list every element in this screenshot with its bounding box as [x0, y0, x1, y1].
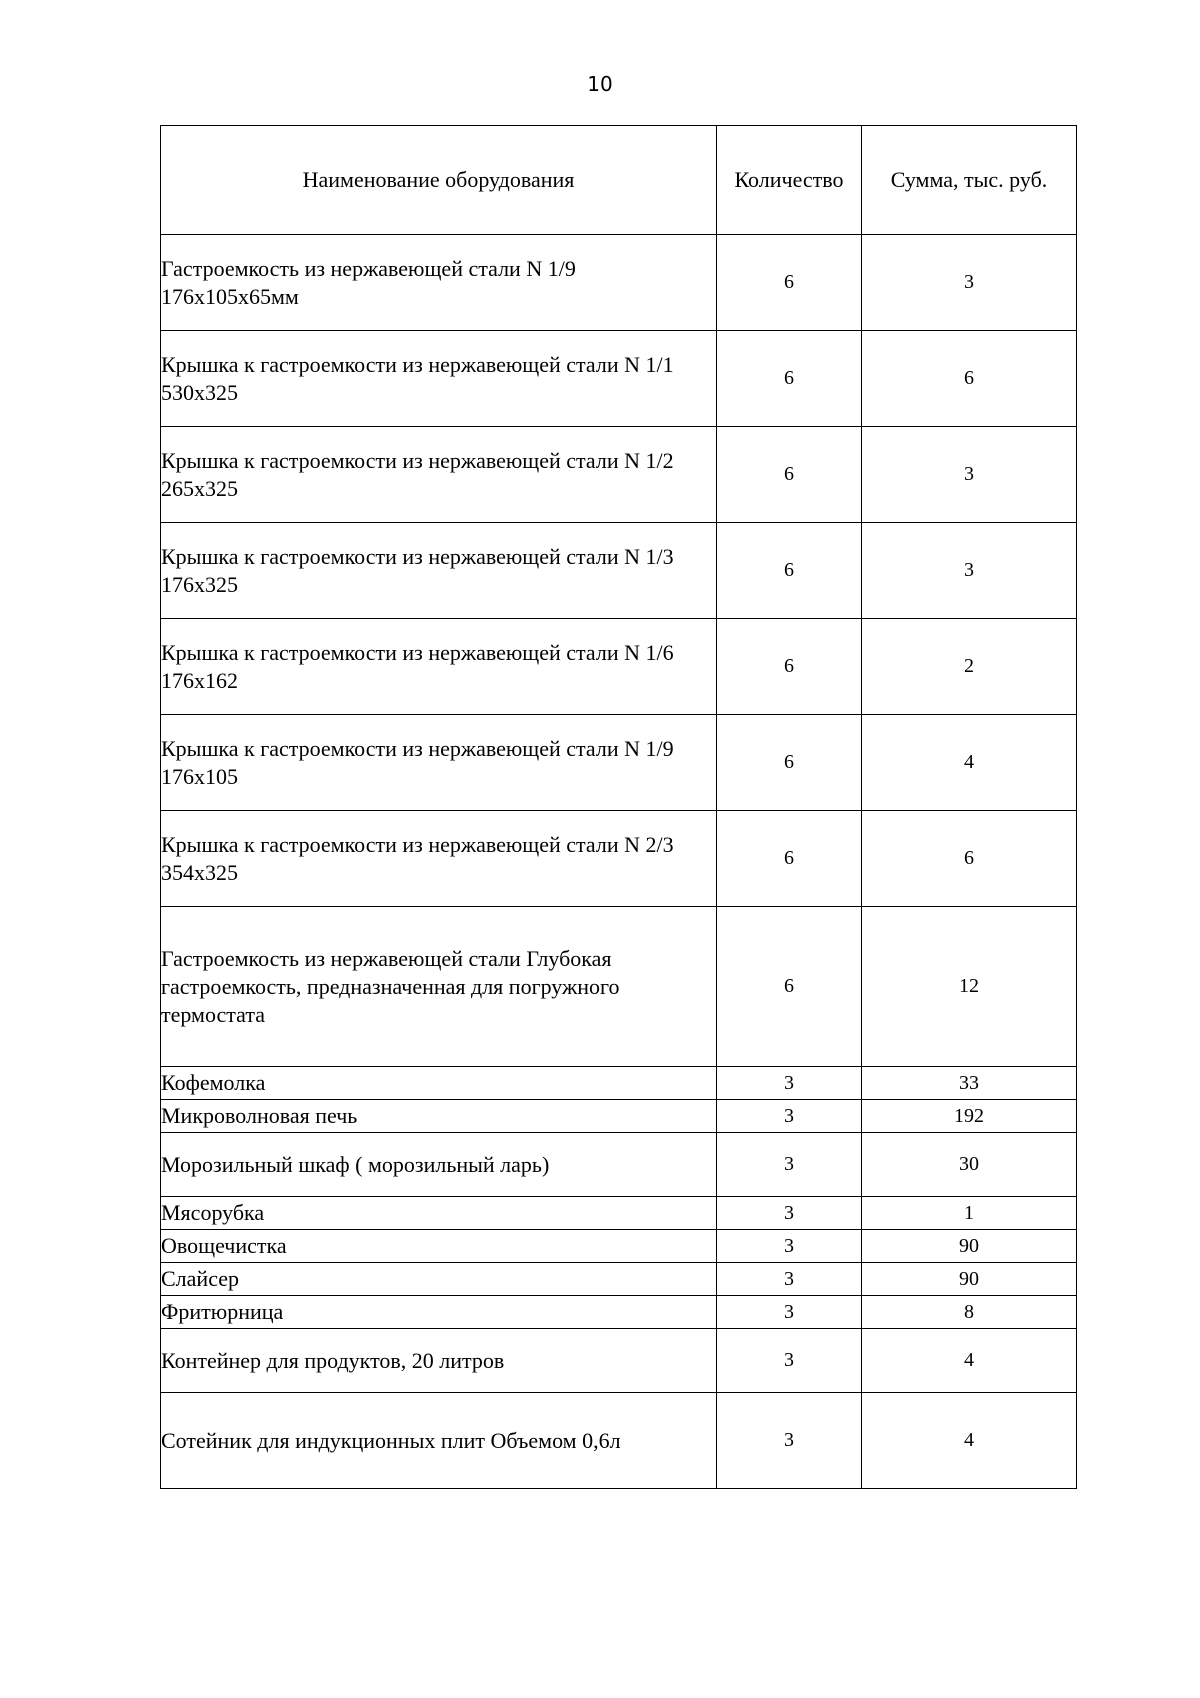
- table-row: [161, 619, 1077, 715]
- cell-sum: 6: [862, 331, 1077, 427]
- table-row: [161, 1296, 1077, 1329]
- cell-equipment-name: Микроволновая печь: [161, 1100, 717, 1133]
- cell-equipment-name: Крышка к гастроемкости из нержавеющей стали N 1/1 530x325: [161, 331, 717, 427]
- table-row: [161, 523, 1077, 619]
- cell-quantity: 3: [717, 1263, 862, 1296]
- table-row: [161, 1263, 1077, 1296]
- table-row: [161, 715, 1077, 811]
- table-row: [161, 907, 1077, 1067]
- cell-quantity: 3: [717, 1329, 862, 1393]
- cell-sum: 3: [862, 523, 1077, 619]
- cell-quantity: 6: [717, 619, 862, 715]
- cell-quantity: 6: [717, 523, 862, 619]
- cell-equipment-name: Гастроемкость из нержавеющей стали Глубокая гастроемкость, предназначенная для погружного термостата: [161, 907, 717, 1067]
- cell-equipment-name: Крышка к гастроемкости из нержавеющей стали N 1/2 265x325: [161, 427, 717, 523]
- cell-equipment-name: Крышка к гастроемкости из нержавеющей стали N 1/3 176x325: [161, 523, 717, 619]
- cell-sum: 90: [862, 1263, 1077, 1296]
- table-body: [161, 235, 1077, 1489]
- table-row: [161, 811, 1077, 907]
- cell-equipment-name: Слайсер: [161, 1263, 717, 1296]
- cell-quantity: 6: [717, 907, 862, 1067]
- header-equipment-name: Наименование оборудования: [161, 126, 717, 235]
- cell-sum: 6: [862, 811, 1077, 907]
- cell-quantity: 3: [717, 1067, 862, 1100]
- table-row: [161, 235, 1077, 331]
- cell-sum: 1: [862, 1197, 1077, 1230]
- cell-sum: 12: [862, 907, 1077, 1067]
- cell-quantity: 3: [717, 1133, 862, 1197]
- cell-quantity: 3: [717, 1296, 862, 1329]
- table-header-row: [161, 126, 1077, 235]
- cell-quantity: 6: [717, 715, 862, 811]
- header-quantity: Количество: [717, 126, 862, 235]
- cell-sum: 33: [862, 1067, 1077, 1100]
- cell-sum: 192: [862, 1100, 1077, 1133]
- table-row: [161, 331, 1077, 427]
- cell-quantity: 6: [717, 331, 862, 427]
- cell-quantity: 6: [717, 811, 862, 907]
- cell-quantity: 6: [717, 235, 862, 331]
- table-row: [161, 1067, 1077, 1100]
- cell-sum: 4: [862, 1329, 1077, 1393]
- cell-quantity: 3: [717, 1100, 862, 1133]
- table-row: [161, 1133, 1077, 1197]
- cell-equipment-name: Морозильный шкаф ( морозильный ларь): [161, 1133, 717, 1197]
- header-sum: Сумма, тыс. руб.: [862, 126, 1077, 235]
- page-number: 10: [587, 72, 613, 96]
- cell-equipment-name: Фритюрница: [161, 1296, 717, 1329]
- cell-sum: 2: [862, 619, 1077, 715]
- cell-equipment-name: Крышка к гастроемкости из нержавеющей стали N 1/6 176x162: [161, 619, 717, 715]
- cell-sum: 90: [862, 1230, 1077, 1263]
- cell-sum: 4: [862, 1393, 1077, 1489]
- cell-equipment-name: Овощечистка: [161, 1230, 717, 1263]
- cell-sum: 8: [862, 1296, 1077, 1329]
- cell-equipment-name: Сотейник для индукционных плит Объемом 0,6л: [161, 1393, 717, 1489]
- table-row: [161, 427, 1077, 523]
- table-row: [161, 1230, 1077, 1263]
- cell-sum: 30: [862, 1133, 1077, 1197]
- cell-equipment-name: Крышка к гастроемкости из нержавеющей стали N 1/9 176x105: [161, 715, 717, 811]
- table-row: [161, 1329, 1077, 1393]
- table-row: [161, 1197, 1077, 1230]
- cell-sum: 3: [862, 427, 1077, 523]
- table-row: [161, 1100, 1077, 1133]
- cell-sum: 4: [862, 715, 1077, 811]
- cell-equipment-name: Мясорубка: [161, 1197, 717, 1230]
- cell-quantity: 6: [717, 427, 862, 523]
- cell-equipment-name: Крышка к гастроемкости из нержавеющей стали N 2/3 354x325: [161, 811, 717, 907]
- table-row: [161, 1393, 1077, 1489]
- cell-equipment-name: Контейнер для продуктов, 20 литров: [161, 1329, 717, 1393]
- cell-quantity: 3: [717, 1230, 862, 1263]
- cell-equipment-name: Кофемолка: [161, 1067, 717, 1100]
- equipment-table: [160, 125, 1077, 1489]
- cell-quantity: 3: [717, 1393, 862, 1489]
- cell-quantity: 3: [717, 1197, 862, 1230]
- cell-equipment-name: Гастроемкость из нержавеющей стали N 1/9 176x105x65мм: [161, 235, 717, 331]
- cell-sum: 3: [862, 235, 1077, 331]
